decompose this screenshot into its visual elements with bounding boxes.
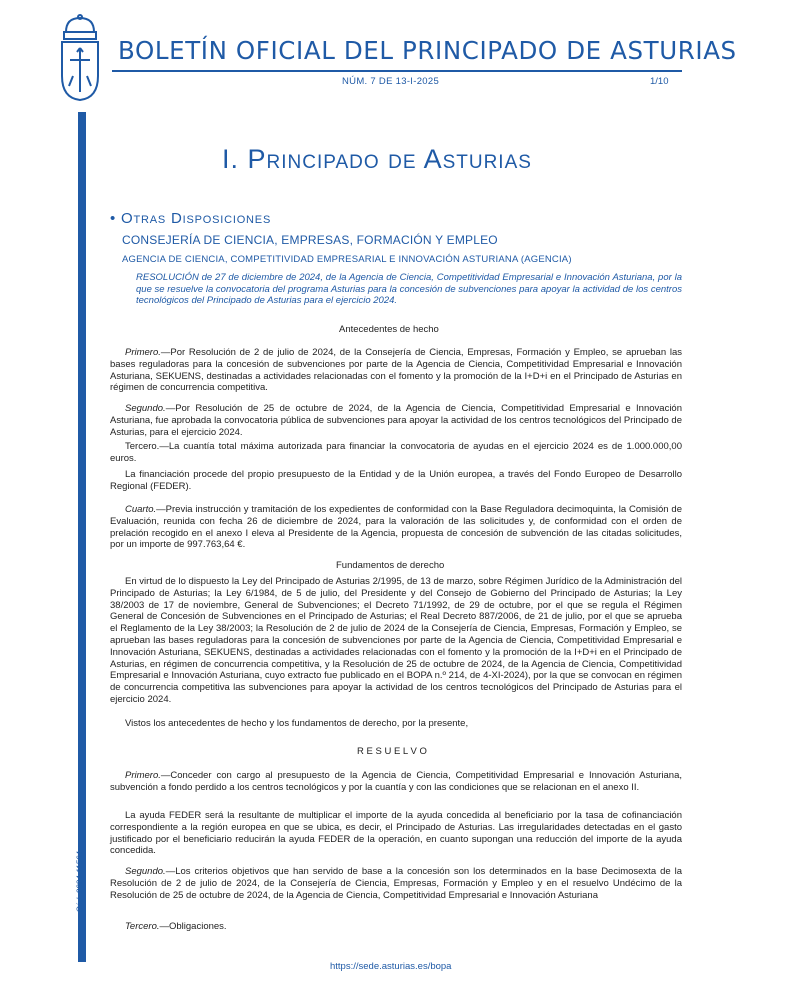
paragraph-text: —Por Resolución de 2 de julio de 2024, de la Consejería de Ciencia, Empresas, Formación y Empleo, se aprueban las bases reguladoras para la concesión de subvenciones por parte de la Agencia de Ciencia, Competitividad Empresarial e Innovación Asturiana, SEKUENS, destinadas a actividades relacionadas con el fomento y la promoción de la I+D+i en el Principado de Asturias en régimen de concurrencia competitiva. <box>110 347 682 394</box>
paragraph-segundo <box>110 403 682 438</box>
fundamentos-heading: Fundamentos de derecho <box>336 560 445 571</box>
paragraph-text: —Conceder con cargo al presupuesto de la Agencia de Ciencia, Competitividad Empresarial e Innovación Asturiana, subvención a fondo perdido a los centros tecnológicos y por la cuantía y con las condiciones que se relacionan en el anexo II. <box>110 770 682 793</box>
issue-number: NÚM. 7 DE 13-I-2025 <box>342 76 440 87</box>
paragraph-text: —Los criterios objetivos que han servido de base a la concesión son los determinados en la base Decimosexta de la Resolución de 2 de julio de 2024, de la Consejería de Ciencia, Empresas, Formación y Empleo y en el resuelvo Undécimo de la Resolución de 25 de octubre de 2024, de la Agencia de Ciencia, Competitividad Empresarial e Innovación Asturiana <box>110 866 682 901</box>
paragraph-fundamentos: En virtud de lo dispuesto la Ley del Principado de Asturias 2/1995, de 13 de marzo, sobre Régimen Jurídico de la Administración del Principado de Asturias; la Ley 6/1984, de 5 de julio, del Presidente y del Consejo de Gobierno del Principado de Asturias; la Ley 38/2003 de 17 de noviembre, General de Subvenciones; el Decreto 71/1992, de 29 de octubre, por el que se regula el Régimen General de Concesión de Subvenciones en el Principado de Asturias; el Real Decreto 887/2006, de 21 de julio, por el que se aprueba el Reglamento de la Ley 38/2003; la Resolución de 2 de julio de 2024 de la Consejería de Ciencia, Empresas, Formación y Empleo, se aprueban las bases reguladoras para la concesión de subvenciones por parte de la Agencia de Ciencia, Competitividad Empresarial e Innovación Asturiana, SEKUENS, destinadas a actividades relacionadas con el fomento y la promoción de la I+D+i en el Principado de Asturias, en régimen de concurrencia competitiva, y la Resolución de 25 de octubre de 2024, de la Agencia de Ciencia, Competitividad Empresarial e Innovación Asturiana, cuyo extracto fue publicado en el BOPA n.º 214, de 4-XI-2024), por la que se convocan en régimen de concurrencia competitiva las subvenciones para apoyar la actividad de los centros tecnológicos del Principado de Asturias para el ejercicio 2024. <box>110 576 682 705</box>
paragraph-resuelvo-primero <box>110 770 682 794</box>
page-number: 1/10 <box>650 76 669 87</box>
header-divider <box>112 70 682 72</box>
document-code <box>70 838 86 918</box>
coat-of-arms-icon <box>56 14 104 102</box>
paragraph-lead: Tercero. <box>125 921 160 932</box>
agencia-name: AGENCIA DE CIENCIA, COMPETITIVIDAD EMPRESARIAL E INNOVACIÓN ASTURIANA (AGENCIA) <box>122 254 572 265</box>
paragraph-text: —Por Resolución de 25 de octubre de 2024, de la Agencia de Ciencia, Competitividad Empresarial e Innovación Asturiana, fue aprobada la convocatoria pública de subvenciones para apoyar la actividad de los centros tecnológicos del Principado de Asturias, para el ejercicio 2024. <box>110 403 682 438</box>
resuelvo-heading: R E S U E L V O <box>357 746 427 757</box>
consejeria-name: CONSEJERÍA DE CIENCIA, EMPRESAS, FORMACIÓN Y EMPLEO <box>122 233 498 247</box>
paragraph-vistos: Vistos los antecedentes de hecho y los fundamentos de derecho, por la presente, <box>125 718 469 729</box>
bulletin-title: BOLETÍN OFICIAL DEL PRINCIPADO DE ASTURIAS <box>118 36 737 65</box>
subsection-title: • Otras Disposiciones <box>110 210 272 227</box>
paragraph-feder: La ayuda FEDER será la resultante de multiplicar el importe de la ayuda concedida al beneficiario por la tasa de cofinanciación correspondiente a la región europea en que se ubica, es decir, el Principado de Asturias. Las irregularidades detectadas en el gasto justificado por el beneficiario reducirán la ayuda FEDER de la operación, en cuanto supongan una reducción del importe de la ayuda concedida. <box>110 810 682 857</box>
paragraph-primero <box>110 347 682 394</box>
paragraph-lead: Primero. <box>125 347 161 358</box>
paragraph-financiacion: La financiación procede del propio presupuesto de la Entidad y de la Unión europea, a través del Fondo Europeo de Desarrollo Regional (FEDER). <box>110 469 682 492</box>
paragraph-text: —Previa instrucción y tramitación de los expedientes de conformidad con la Base Reguladora decimoquinta, la Comisión de Evaluación, reunida con fecha 26 de diciembre de 2024, para la valoración de las solicitudes y, de conformidad con el orden de prelación recogido en el anexo I eleva al Presidente de la Agencia, propuesta de concesión de subvención de las citadas solicitudes, por un importe de 997.763,64 €. <box>110 504 682 551</box>
paragraph-tercero: Tercero.—La cuantía total máxima autorizada para financiar la convocatoria de ayudas en el ejercicio 2024 es de 1.000.000,00 euros. <box>110 441 682 464</box>
resolution-summary: RESOLUCIÓN de 27 de diciembre de 2024, de la Agencia de Ciencia, Competitividad Empresarial e Innovación Asturiana, por la que se resuelve la convocatoria del programa Asturias para la concesión de subvenciones para apoyar la actividad de los centros tecnológicos del Principado de Asturias para el ejercicio 2024. <box>136 272 682 306</box>
paragraph-lead: Segundo. <box>125 403 166 414</box>
section-title: I. Principado de Asturias <box>222 144 532 174</box>
paragraph-text: —Obligaciones. <box>159 921 227 932</box>
paragraph-lead: Segundo. <box>125 866 166 877</box>
paragraph-resuelvo-segundo <box>110 866 682 901</box>
antecedentes-heading: Antecedentes de hecho <box>339 324 439 335</box>
paragraph-lead: Cuarto. <box>125 504 157 515</box>
paragraph-cuarto <box>110 504 682 551</box>
paragraph-resuelvo-tercero <box>110 921 682 933</box>
paragraph-lead: Primero. <box>125 770 161 781</box>
document-code-text: Cód. 2024-11564 <box>75 851 85 913</box>
footer-link[interactable]: https://sede.asturias.es/bopa <box>330 961 452 972</box>
